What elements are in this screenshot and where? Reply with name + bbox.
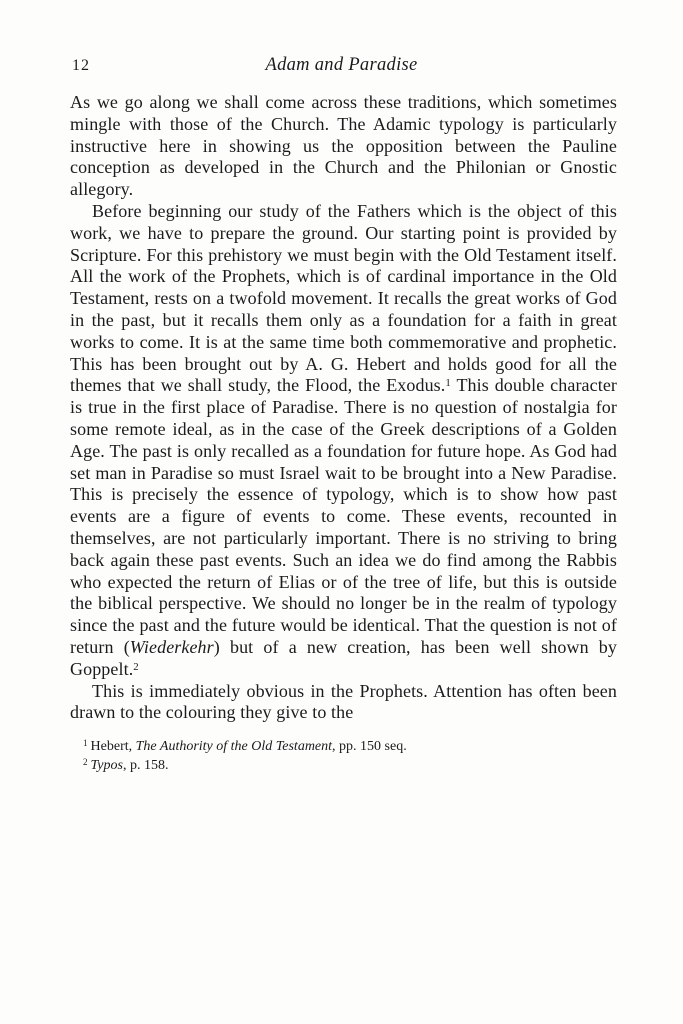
- page-header: [0, 55, 683, 79]
- paragraph-2-text: Before beginning our study of the Fathers which is the object of this work, we have to prepare the ground. Our starting point is provided by Scripture. For this prehistory we must begin with the Old Testament itself. All the work of the Prophets, which is of cardinal importance in the Old Testament, rests on a twofold movement. It recalls the great works of God in the past, but it recalls them only as a foundation for a faith in great works to come. It is at the same time both commemorative and prophetic. This has been brought out by A. G. Hebert and holds good for all the themes that we shall study, the Flood, the Exodus.: [70, 200, 617, 396]
- page-number: 12: [72, 57, 90, 74]
- paragraph-3-text: This is immediately obvious in the Prophets. Attention has often been drawn to the colouring they give to the: [70, 680, 617, 723]
- footnote-1-author: Hebert,: [90, 739, 136, 755]
- paragraph-3: [70, 681, 617, 725]
- paragraph-2-text-end: ) but of a new creation, has been well shown by Goppelt.: [70, 636, 617, 679]
- footnote-1: [83, 738, 617, 757]
- paragraph-1: [70, 92, 617, 201]
- paragraph-2: [70, 201, 617, 681]
- running-title: Adam and Paradise: [265, 55, 418, 75]
- footnote-1-title: The Authority of the Old Testament: [135, 739, 333, 755]
- footnote-reference-2: 2: [133, 660, 139, 673]
- footnote-2-title: Typos: [90, 757, 123, 773]
- footnote-2-pages: , p. 158.: [122, 757, 169, 773]
- footnote-1-pages: , pp. 150 seq.: [332, 739, 407, 755]
- body-text: [70, 92, 617, 724]
- footnotes-section: [83, 738, 617, 775]
- footnote-1-marker: 1: [83, 738, 88, 749]
- paragraph-2-text-continued: This double character is true in the first place of Paradise. There is no question of nostalgia for some remote ideal, as in the case of the Greek descriptions of a Golden Age. The past is only recalled as a foundation for future hope. As God had set man in Paradise so must Israel wait to be brought into a New Paradise. This is precisely the essence of typology, which is to show how past events are a figure of events to come. These events, recounted in themselves, are not particularly important. There is no striving to bring back again these past events. Such an idea we do find among the Rabbis who expected the return of Elias or of the tree of life, but this is outside the biblical perspective. We should no longer be in the realm of typology since the past and the future would be identical. That the question is not of return (: [70, 375, 617, 657]
- paragraph-1-text: As we go along we shall come across these traditions, which sometimes mingle with those of the Church. The Adamic typology is particularly instructive here in showing us the opposition between the Pauline conception as developed in the Church and the Philonian or Gnostic allegory.: [70, 92, 617, 200]
- footnote-2: [83, 757, 617, 776]
- italic-term-wiederkehr: Wiederkehr: [129, 636, 214, 657]
- footnote-reference-1: 1: [445, 377, 451, 390]
- footnote-2-marker: 2: [83, 756, 88, 767]
